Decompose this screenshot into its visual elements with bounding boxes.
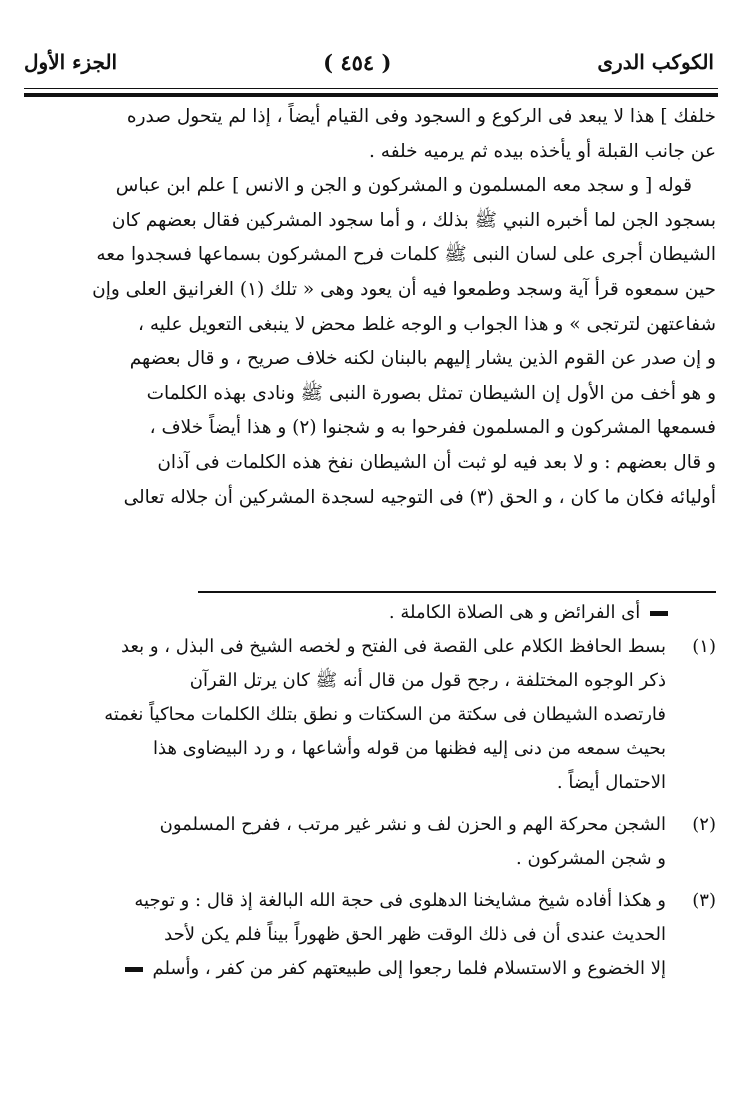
main-line: خلفك ] هذا لا يبعد فى الركوع و السجود وفى القيام أيضاً ، إذا لم يتحول صدره — [126, 106, 716, 127]
volume-label: الجزء الأول — [24, 50, 118, 74]
main-line: و قال بعضهم : و لا بعد فيه لو ثبت أن الشيطان نفخ هذه الكلمات فى آذان — [157, 451, 716, 473]
main-line: و إن صدر عن القوم الذين يشار إليهم بالبنان لكنه خلاف صريح ، و قال بعضهم — [129, 348, 716, 370]
main-line: و هو أخف من الأول إن الشيطان تمثل بصورة النبى ﷺ ونادى بهذه الكلمات — [146, 382, 716, 404]
footnote-line-text: إلا الخضوع و الاستسلام فلما رجعوا إلى طبيعتهم كفر من كفر ، وأسلم — [152, 958, 666, 979]
footnotes-section — [20, 596, 716, 986]
footnote-intro — [20, 596, 672, 630]
main-line: بسجود الجن لما أخبره النبي ﷺ بذلك ، و أما سجود المشركين فقال بعضهم كان — [111, 209, 716, 231]
footnote-line: و شجن المشركون . — [516, 848, 666, 869]
footnote-line: بسط الحافظ الكلام على القصة فى الفتح و لخصه الشيخ فى البذل ، و بعد — [121, 636, 666, 657]
running-header — [24, 42, 714, 82]
footnote-1 — [20, 630, 716, 800]
footnote-body — [20, 884, 666, 986]
footnote-line: فارتصده الشيطان فى سكتة من السكتات و نطق بتلك الكلمات محاكياً نغمته — [104, 704, 666, 725]
main-text — [20, 100, 716, 515]
main-line: قوله [ و سجد معه المسلمون و المشركون و الجن و الانس ] علم ابن عباس — [115, 175, 692, 197]
footnote-line: الشجن محركة الهم و الحزن لف و نشر غير مرتب ، ففرح المسلمون — [159, 814, 666, 835]
footnote-line: الاحتمال أيضاً . — [556, 772, 666, 793]
footnote-3 — [20, 884, 716, 986]
header-rule-thin — [24, 88, 718, 89]
footnote-line: و هكذا أفاده شيخ مشايخنا الدهلوى فى حجة الله البالغة إذ قال : و توجيه — [134, 890, 666, 911]
footnote-body — [20, 808, 666, 876]
footnote-line — [20, 952, 666, 986]
main-line: الشيطان أجرى على لسان النبى ﷺ كلمات فرح المشركون بسماعها فسجدوا معه — [96, 244, 716, 266]
footnote-intro-text: أى الفرائض و هى الصلاة الكاملة . — [388, 602, 641, 623]
footnote-line: الحديث عندى أن فى ذلك الوقت ظهر الحق ظهوراً بيناً فلم يكن لأحد — [164, 924, 666, 945]
footnote-number: (٢) — [692, 814, 716, 835]
footnote-2 — [20, 808, 716, 876]
footnote-separator — [198, 591, 716, 593]
footnote-body — [20, 630, 666, 800]
book-title: الكوكب الدرى — [597, 50, 714, 74]
footnote-line: بحيث سمعه من دنى إليه فظنها من قوله وأشاعها ، و رد البيضاوى هذا — [153, 738, 666, 759]
header-rule-thick — [24, 93, 718, 97]
main-line: أوليائه فكان ما كان ، و الحق (٣) فى التوجيه لسجدة المشركين أن جلاله تعالى — [123, 486, 716, 508]
footnote-number: (٣) — [692, 890, 716, 911]
dash-mark — [650, 611, 668, 616]
page-number: ( ٤٥٤ ) — [323, 49, 392, 75]
main-line: عن جانب القبلة أو يأخذه بيده ثم يرميه خلفه . — [369, 140, 716, 162]
dash-mark — [125, 967, 143, 972]
main-line: حين سمعوه قرأ آية وسجد وطمعوا فيه أن يعود وهى « تلك (١) الغرانيق العلى وإن — [92, 278, 716, 300]
footnote-number: (١) — [692, 636, 716, 657]
main-line: فسمعها المشركون و المسلمون ففرحوا به و شجنوا (٢) و هذا أيضاً خلاف ، — [149, 417, 716, 439]
footnote-line: ذكر الوجوه المختلفة ، رجح قول من قال أنه ﷺ كان يرتل القرآن — [189, 670, 666, 691]
main-line: شفاعتهن لترتجى » و هذا الجواب و الوجه غلط محض لا ينبغى التعويل عليه ، — [137, 313, 716, 335]
